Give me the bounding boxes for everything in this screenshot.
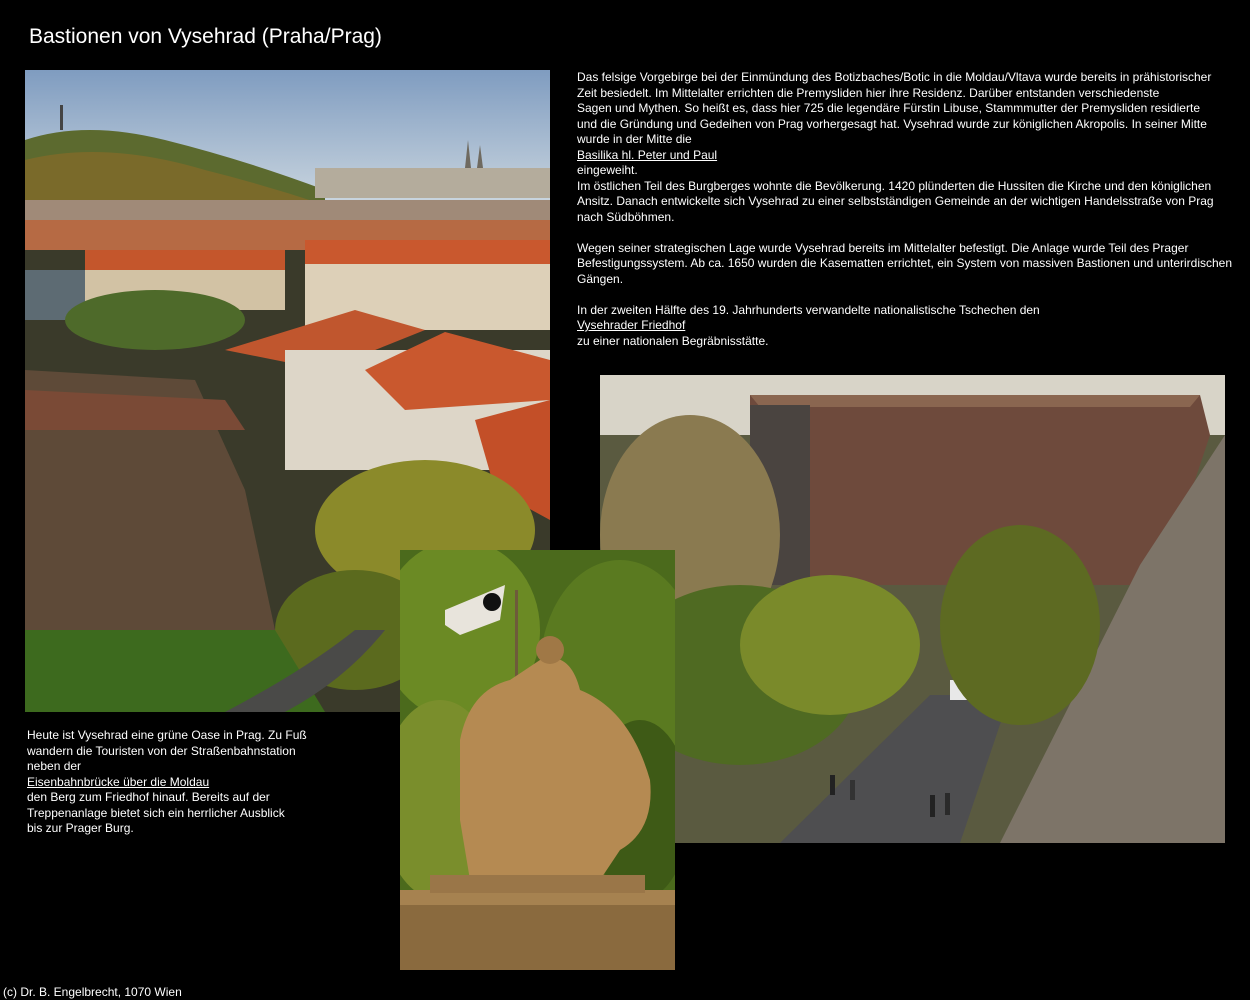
intro-line: Ansitz. Danach entwickelte sich Vysehrad zu einer selbstständigen Gemeinde an der wichtigen Handelsstraße von Prag: [577, 194, 1214, 208]
lower-line: bis zur Prager Burg.: [27, 821, 134, 835]
lower-line: den Berg zum Friedhof hinauf. Bereits auf der: [27, 790, 270, 804]
lower-line: Heute ist Vysehrad eine grüne Oase in Prag. Zu Fuß: [27, 728, 307, 742]
intro-line: In der zweiten Hälfte des 19. Jahrhunderts verwandelte nationalistische Tschechen den: [577, 302, 1040, 317]
photo-bastion-wall: [600, 375, 1225, 843]
lower-line: Treppenanlage bietet sich ein herrlicher Ausblick: [27, 805, 285, 820]
intro-line: und die Gründung und Gedeihen von Prag vorhergesagt hat. Vysehrad wurde zur königlichen Akropolis. In seiner Mitte: [577, 116, 1207, 131]
intro-line: Sagen und Mythen. So heißt es, dass hier 725 die legendäre Fürstin Libuse, Stammmutter der Premysliden residierte: [577, 101, 1200, 115]
intro-line: wurde in der Mitte die: [577, 132, 692, 146]
intro-line: Das felsige Vorgebirge bei der Einmündung des Botizbaches/Botic in die Moldau/Vltava wurde bereits in prähistorischer: [577, 70, 1212, 84]
intro-line: zu einer nationalen Begräbnisstätte.: [577, 333, 769, 348]
intro-line: eingeweiht.: [577, 163, 638, 177]
paragraph-gap: [577, 225, 1242, 241]
intro-line: Wegen seiner strategischen Lage wurde Vysehrad bereits im Mittelalter befestigt. Die Anlage wurde Teil des Prager: [577, 240, 1189, 255]
intro-line: Befestigungssystem. Ab ca. 1650 wurden die Kasematten errichtet, ein System von massiven Bastionen und unterirdischen: [577, 256, 1233, 270]
paragraph-gap: [577, 287, 1242, 303]
page-title: Bastionen von Vysehrad (Praha/Prag): [29, 25, 382, 48]
link-railway-bridge[interactable]: Eisenbahnbrücke über die Moldau: [27, 774, 210, 789]
link-basilika[interactable]: Basilika hl. Peter und Paul: [577, 147, 718, 162]
lower-line: wandern die Touristen von der Straßenbahnstation: [27, 743, 296, 758]
copyright-notice: (c) Dr. B. Engelbrecht, 1070 Wien: [3, 985, 182, 999]
intro-text: [577, 70, 1242, 349]
lower-line: neben der: [27, 759, 82, 773]
photo-equestrian-statue: [400, 550, 675, 970]
intro-line: nach Südböhmen.: [577, 209, 675, 224]
intro-line: Gängen.: [577, 271, 624, 286]
intro-line: Zeit besiedelt. Im Mittelalter errichten die Premysliden hier ihre Residenz. Darüber entstanden verschiedenste: [577, 85, 1160, 100]
link-vysehrad-cemetery[interactable]: Vysehrader Friedhof: [577, 318, 686, 332]
intro-line: Im östlichen Teil des Burgberges wohnte die Bevölkerung. 1420 plünderten die Hussiten die Kirche und den königlichen: [577, 178, 1212, 193]
lower-text: [27, 728, 327, 837]
